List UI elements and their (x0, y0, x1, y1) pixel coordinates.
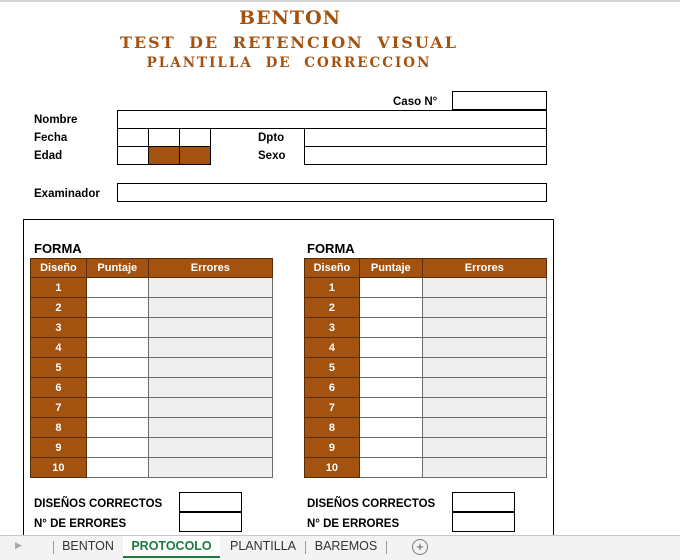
table-row (305, 338, 547, 358)
errores-cell[interactable] (148, 378, 272, 398)
design-number: 8 (305, 418, 360, 438)
puntaje-cell[interactable] (86, 358, 148, 378)
table-row (305, 458, 547, 478)
errores-cell[interactable] (422, 298, 546, 318)
puntaje-cell[interactable] (359, 458, 422, 478)
puntaje-cell[interactable] (359, 398, 422, 418)
puntaje-cell[interactable] (86, 438, 148, 458)
errores-cell[interactable] (422, 278, 546, 298)
design-number: 7 (305, 398, 360, 418)
tab-plantilla[interactable]: PLANTILLA (229, 539, 296, 553)
puntaje-cell[interactable] (86, 378, 148, 398)
disenos-correctos-label-left: DISEÑOS CORRECTOS (34, 498, 163, 510)
errores-cell[interactable] (148, 318, 272, 338)
errores-cell[interactable] (422, 378, 546, 398)
design-number: 1 (31, 278, 87, 298)
scoring-table-left (30, 258, 273, 478)
puntaje-cell[interactable] (359, 438, 422, 458)
puntaje-cell[interactable] (86, 278, 148, 298)
design-number: 9 (31, 438, 87, 458)
design-number: 2 (305, 298, 360, 318)
table-row (305, 318, 547, 338)
design-number: 10 (31, 458, 87, 478)
design-number: 4 (31, 338, 87, 358)
design-number: 1 (305, 278, 360, 298)
dpto-label: Dpto (258, 132, 285, 144)
table-row (31, 318, 273, 338)
disenos-correctos-field-left[interactable] (179, 492, 242, 512)
table-row (31, 438, 273, 458)
col-header-puntaje: Puntaje (359, 259, 422, 278)
examinador-label: Examinador (34, 188, 100, 200)
tab-protocolo[interactable]: PROTOCOLO (123, 536, 220, 558)
puntaje-cell[interactable] (86, 418, 148, 438)
num-errores-label-left: N° DE ERRORES (34, 518, 127, 530)
puntaje-cell[interactable] (359, 298, 422, 318)
design-number: 3 (305, 318, 360, 338)
design-number: 4 (305, 338, 360, 358)
triangle-right-icon[interactable]: ▶ (15, 540, 22, 550)
edad-field[interactable] (117, 146, 149, 165)
puntaje-cell[interactable] (86, 318, 148, 338)
col-header-errores: Errores (422, 259, 546, 278)
subtitle: TEST DE RETENCION VISUAL (120, 33, 458, 52)
design-number: 10 (305, 458, 360, 478)
table-row (31, 278, 273, 298)
errores-cell[interactable] (148, 358, 272, 378)
errores-cell[interactable] (422, 418, 546, 438)
tab-separator (386, 541, 387, 554)
col-header-errores: Errores (148, 259, 272, 278)
design-number: 9 (305, 438, 360, 458)
plus-circle-icon[interactable]: + (412, 539, 428, 555)
errores-cell[interactable] (422, 338, 546, 358)
design-number: 8 (31, 418, 87, 438)
num-errores-field-left[interactable] (179, 512, 242, 532)
puntaje-cell[interactable] (86, 338, 148, 358)
sexo-label: Sexo (258, 150, 286, 162)
puntaje-cell[interactable] (86, 398, 148, 418)
tab-benton[interactable]: BENTON (62, 539, 114, 553)
design-number: 5 (31, 358, 87, 378)
table-row (305, 438, 547, 458)
errores-cell[interactable] (422, 438, 546, 458)
puntaje-cell[interactable] (359, 378, 422, 398)
table-row (31, 458, 273, 478)
table-row (31, 298, 273, 318)
forma-label-left: FORMA (34, 241, 82, 256)
design-number: 2 (31, 298, 87, 318)
edad-shaded-cell (179, 146, 211, 165)
sheet-tab-bar (0, 535, 680, 560)
gridline-top (0, 0, 680, 2)
errores-cell[interactable] (148, 278, 272, 298)
design-number: 5 (305, 358, 360, 378)
puntaje-cell[interactable] (86, 458, 148, 478)
examinador-field[interactable] (117, 183, 547, 202)
table-row (31, 378, 273, 398)
num-errores-field-right[interactable] (452, 512, 515, 532)
tab-separator (305, 541, 306, 554)
edad-label: Edad (34, 150, 63, 162)
col-header-diseno: Diseño (31, 259, 87, 278)
puntaje-cell[interactable] (359, 338, 422, 358)
col-header-puntaje: Puntaje (86, 259, 148, 278)
design-number: 6 (31, 378, 87, 398)
scoring-table-right (304, 258, 547, 478)
fecha-day-field[interactable] (117, 128, 149, 147)
num-errores-label-right: N° DE ERRORES (307, 518, 400, 530)
caso-field[interactable] (452, 91, 547, 110)
puntaje-cell[interactable] (359, 358, 422, 378)
design-number: 6 (305, 378, 360, 398)
nombre-label: Nombre (34, 114, 78, 126)
errores-cell[interactable] (148, 298, 272, 318)
errores-cell[interactable] (148, 438, 272, 458)
table-row (31, 418, 273, 438)
sexo-field[interactable] (304, 146, 547, 165)
design-number: 3 (31, 318, 87, 338)
fecha-year-field[interactable] (179, 128, 211, 147)
puntaje-cell[interactable] (359, 418, 422, 438)
col-header-diseno: Diseño (305, 259, 360, 278)
puntaje-cell[interactable] (359, 318, 422, 338)
errores-cell[interactable] (422, 318, 546, 338)
table-row (31, 398, 273, 418)
table-row (31, 358, 273, 378)
errores-cell[interactable] (422, 358, 546, 378)
fecha-label: Fecha (34, 132, 68, 144)
errores-cell[interactable] (148, 418, 272, 438)
table-row (305, 378, 547, 398)
nombre-field[interactable] (117, 110, 547, 129)
disenos-correctos-field-right[interactable] (452, 492, 515, 512)
table-row (305, 298, 547, 318)
errores-cell[interactable] (422, 458, 546, 478)
puntaje-cell[interactable] (359, 278, 422, 298)
table-row (305, 418, 547, 438)
tab-baremos[interactable]: BAREMOS (314, 539, 378, 553)
fecha-month-field[interactable] (148, 128, 180, 147)
errores-cell[interactable] (148, 458, 272, 478)
tab-separator (53, 541, 54, 554)
subtitle-2: PLANTILLA DE CORRECCION (146, 55, 432, 71)
table-row (31, 338, 273, 358)
errores-cell[interactable] (148, 398, 272, 418)
table-row (305, 278, 547, 298)
table-row (305, 398, 547, 418)
puntaje-cell[interactable] (86, 298, 148, 318)
table-row (305, 358, 547, 378)
title: BENTON (239, 7, 341, 29)
disenos-correctos-label-right: DISEÑOS CORRECTOS (307, 498, 436, 510)
caso-label: Caso N° (393, 96, 438, 108)
design-number: 7 (31, 398, 87, 418)
dpto-field[interactable] (304, 128, 547, 147)
forma-label-right: FORMA (307, 241, 355, 256)
errores-cell[interactable] (148, 338, 272, 358)
edad-shaded-cell (148, 146, 180, 165)
errores-cell[interactable] (422, 398, 546, 418)
